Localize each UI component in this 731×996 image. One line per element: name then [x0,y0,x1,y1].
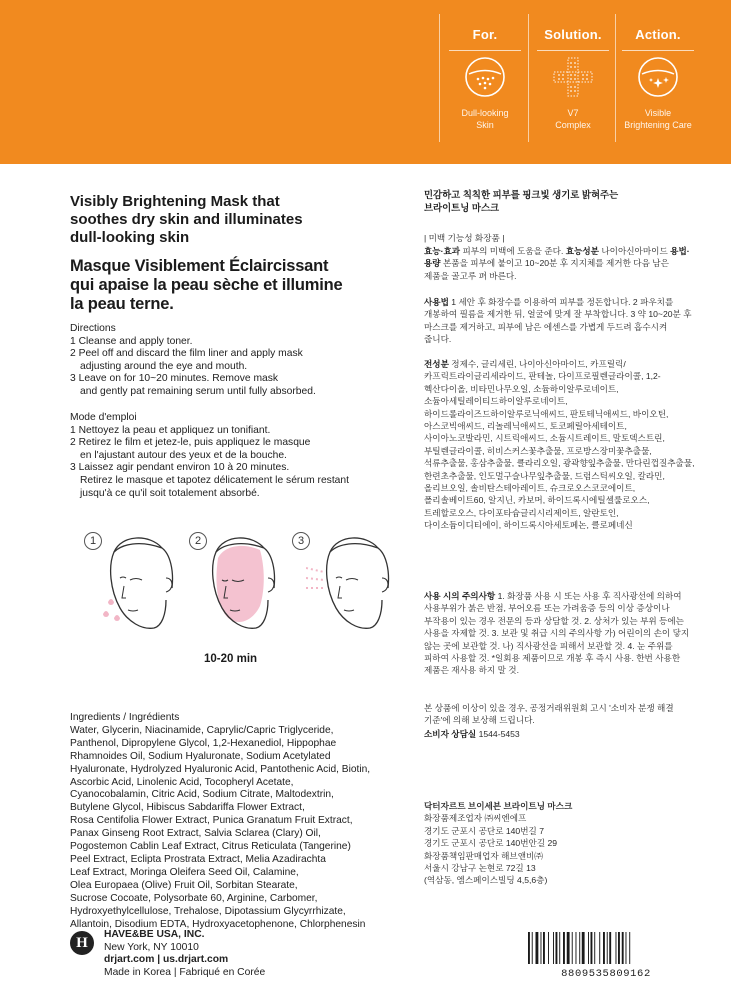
product-info [424,800,696,887]
face-cleanse-illustration [100,530,180,640]
ingredients-line: Rosa Centifolia Flower Extract, Punica Granatum Fruit Extract, [70,815,353,827]
caption-line: V7 [567,108,579,118]
usage-label: 사용법 [424,297,449,307]
category-label: | 미백 기능성 화장품 | [424,233,505,243]
direction-line: adjusting around the eye and mouth. [80,360,248,372]
caution-label: 사용 시의 주의사항 [424,591,496,601]
face-sparkle-icon [636,55,680,99]
pillar-title: For. [472,27,498,42]
ingredient-label: 효능성분 [565,246,599,256]
header-divider [528,14,529,142]
mode-emploi-section [70,412,410,500]
pillar-caption [443,107,527,131]
mode-line: jusqu'à ce qu'il soit totalement absorbé. [80,487,260,499]
ingredients-heading: Ingredients / Ingrédients [70,712,180,723]
title-line: 민감하고 칙칙한 피부를 핑크빛 생기로 밝혀주는 [424,189,619,200]
company-name: HAVE&BE USA, INC. [104,929,205,940]
website-links: drjart.com | us.drjart.com [104,954,229,966]
compensation-note: 본 상품에 이상이 있을 경우, 공정거래위원회 고시 '소비자 분쟁 해결 기준'에 의해 보상해 드립니다. [424,703,674,726]
barcode-bar [579,932,580,964]
ingredients-line: Hyaluronate, Hydrolyzed Hyaluronic Acid, Pantothenic Acid, Biotin, [70,763,371,775]
company-address: New York, NY 10010 [104,941,199,953]
info-line: 경기도 군포시 공단로 140번길 7 [424,825,544,836]
mode-line: en l'ajustant autour des yeux et de la bouche. [80,449,287,461]
dosage-text: 본품을 피부에 붙이고 10~20분 후 지지체를 제거한 다음 남은 제품을 골고루 펴 바른다. [424,258,669,281]
cross-dotted-icon [551,55,595,99]
efficacy-text: 피부의 미백에 도움을 준다. [460,246,566,256]
ingredients-line: Butylene Glycol, Hibiscus Sabdariffa Flower Extract, [70,802,305,814]
caution-text: 1. 화장품 사용 시 또는 사용 후 직사광선에 의하여 사용부위가 붉은 반점, 부어오름 또는 가려움증 등의 이상 증상이나 부작용이 있는 경우 전문의 등과 상담할 것. 2. 상처가 있는 부위 등에는 사용을 자제할 것. 3. 보관 및 취급 시의 주의사항 가) 어린이의 손이 닿지 않는 곳에 보관할 것. 나) 직사광선을 피해서 보관할 것. 4. 눈 주위를 피하여 사용할 것. *일회용 제품이므로 개봉 후 즉시 사용. 한번 사용한 제품은 재사용 하지 말 것. [424,591,690,676]
header-divider [439,14,440,142]
time-label: 10-20 min [204,653,258,665]
step-number: 1 [84,532,102,550]
step-illustrations [70,528,410,658]
info-line: 서울시 강남구 논현로 72길 13 [424,863,536,874]
mode-line: 1 Nettoyez la peau et appliquez un tonifiant. [70,424,271,436]
title-line: 브라이트닝 마스크 [424,202,500,213]
ingredients-line: Sucrose Cocoate, Polysorbate 60, Arginine, Carbomer, [70,892,318,904]
title-line: Masque Visiblement Éclaircissant [70,257,329,275]
pillar-title: Solution. [544,27,602,42]
pillar-for [443,0,527,150]
mode-line: 2 Retirez le film et jetez-le, puis appliquez le masque [70,437,311,449]
barcode-bar [588,932,589,964]
ingredients-line: Ascorbic Acid, Linolenic Acid, Tocopheryl Acetate, [70,776,294,788]
ingredients-line: Water, Glycerin, Niacinamide, Caprylic/Capric Triglyceride, [70,724,334,736]
face-pat-illustration [306,530,396,640]
ingredients-line: Panthenol, Dipropylene Glycol, 1,2-Hexanediol, Hippophae [70,737,337,749]
pillar-rule [537,50,609,51]
ingredients-line: Panax Ginseng Root Extract, Salvia Sclarea (Clary) Oil, [70,828,321,840]
barcode-bar [618,932,620,964]
step-number: 2 [189,532,207,550]
barcode-bar [622,932,624,964]
info-line: 화장품책임판매업자 해브앤비㈜ [424,850,543,861]
pillar-caption [531,107,615,131]
korean-title [424,188,696,214]
barcode-bar [629,932,630,964]
efficacy-label: 효능·효과 [424,246,461,256]
barcode-bar [567,932,570,964]
caption-line: Brightening Care [624,120,692,130]
barcode-bar [609,932,611,964]
french-title [70,257,390,314]
barcode-bar [528,932,530,964]
direction-line: 3 Leave on for 10~20 minutes. Remove mask [70,373,279,385]
barcode-bar [582,932,585,964]
barcode-bar [553,932,554,964]
ingredients-line: Olea Europaea (Olive) Fruit Oil, Sorbitan Stearate, [70,879,298,891]
title-line: la peau terne. [70,295,174,313]
korean-ingredients-label: 전성분 [424,359,449,369]
consumer-phone: 1544-5453 [476,729,520,739]
direction-line: 2 Peel off and discard the film liner and apply mask [70,348,303,360]
barcode-bar [626,932,627,964]
barcode-bar [541,932,542,964]
directions-heading: Directions [70,323,116,334]
ingredients-line: Allantoin, Disodium EDTA, Hydroxyacetophenone, Chlorphenesin [70,918,366,930]
barcode-number: 8809535809162 [561,968,651,980]
korean-ingredients-text: 정제수, 글리세린, 나이아신아마이드, 카프릴릭/카프릭트라이글리세라이드, 판테놀, 다이프로필렌글라이콜, 1,2-헥산다이올, 비타민나무오일, 소듐하이알루로네이트, 소듐아세틸레이티드하이알루로네이트, 하이드롤라이즈드하이알루로닉애씨드, 판토테닉애씨드, 바이오틴, 아스코빅애씨드, 리놀레닉애씨드, 토코페릴아세테이트, 사이아노코발라민, 시트릭애씨드, 소듐시트레이트, 말토덱스트린, 부틸렌글라이콜, 히비스커스꽃추출물, 프로방스장미꽃추출물, 석류추출물, 홍삼추출물, 클라리오일, 광곽향잎추출물, 만다린껍질추출물, 한련초추출물, 인도멀구슬나무잎추출물, 드럼스틱씨오일, 칼라민, 올리브오일, 솔비탄스테아레이트, 슈크로오스코코에이트, 폴리솔베이트60, 알지닌, 카보머, 하이드록시에틸셀룰로오스, 트레할로오스, 다이포타슘글리시리제이트, 알란토인, 다이소듐이디티에이, 하이드록시아세토페논, 클로페네신 [424,359,695,531]
info-line: 경기도 군포시 공단로 140번안길 29 [424,838,558,849]
header-banner [0,0,731,164]
ingredients-line: Pogostemon Cablin Leaf Extract, Citrus Reticulata (Tangerine) [70,841,351,853]
step-number: 3 [292,532,310,550]
barcode-bar [556,932,558,964]
barcode-bar [594,932,595,964]
pillar-title: Action. [635,27,681,42]
barcode-bar [548,932,549,964]
dosage-label: 용법·용량 [424,246,690,269]
company-info [104,929,265,980]
barcode-bar [599,932,600,964]
barcode-bar [532,932,533,964]
direction-line: and gently pat remaining serum until fully absorbed. [80,385,316,397]
barcode-bar [563,932,565,964]
pillar-solution [531,0,615,150]
direction-line: 1 Cleanse and apply toner. [70,335,193,347]
mode-line: 3 Laissez agir pendant environ 10 à 20 minutes. [70,462,290,474]
caution-section [424,590,696,677]
directions-section [70,323,410,399]
barcode-bar [616,932,617,964]
ingredients-section [70,712,410,931]
barcode-bar [591,932,593,964]
pillar-rule [449,50,521,51]
face-mask-illustration [202,530,282,640]
english-title [70,193,370,247]
caption-line: Dull-looking [461,108,509,118]
pillar-rule [622,50,694,51]
consumer-label: 소비자 상담실 [424,729,477,739]
origin-label: Made in Korea | Fabriqué en Corée [104,967,266,979]
pillar-caption [616,107,700,131]
ingredient-text: 나이아신아마이드 [598,246,671,256]
barcode-bar [536,932,539,964]
barcode-bar [607,932,608,964]
ingredients-line: Peel Extract, Eclipta Prostrata Extract, Melia Azadirachta [70,853,326,865]
ingredients-line: Hydroxyethylcellulose, Trehalose, Dipotassium Glycyrrhizate, [70,905,346,917]
usage-section [424,296,696,346]
product-name: 닥터자르트 브이세븐 브라이트닝 마스크 [424,801,573,811]
barcode-bar [603,932,605,964]
barcode-bar [576,932,577,964]
ingredients-line: Cyanocobalamin, Citric Acid, Sodium Citrate, Maltodextrin, [70,789,334,801]
title-line: soothes dry skin and illuminates [70,211,303,228]
face-dots-icon [463,55,507,99]
info-line: 화장품제조업자 ㈜씨엔에프 [424,813,527,824]
pillar-action [616,0,700,150]
ingredients-line: Rhamnoides Oil, Sodium Hyaluronate, Sodium Acetylated [70,750,331,762]
title-line: qui apaise la peau sèche et illumine [70,276,343,294]
caption-line: Visible [644,108,672,118]
title-line: dull-looking skin [70,229,190,246]
caption-line: Complex [555,120,591,130]
consumer-center [424,728,696,740]
title-line: Visibly Brightening Mask that [70,193,280,210]
caption-line: Skin [476,120,494,130]
mode-heading: Mode d'emploi [70,412,137,423]
korean-ingredients-section [424,358,696,532]
info-line: (역삼동, 엠스페이스빌딩 4,5,6층) [424,875,548,886]
barcode-icon [528,932,682,964]
ingredients-line: Leaf Extract, Moringa Oleifera Seed Oil, Calamine, [70,866,299,878]
barcode-bar [543,932,545,964]
mode-line: Retirez le masque et tapotez délicatement le sérum restant [80,474,349,486]
barcode-bar [559,932,560,964]
efficacy-section [424,245,696,282]
haveandbe-logo: H [70,931,94,955]
barcode-bar [572,932,573,964]
usage-text: 1 세안 후 화장수를 이용하여 피부를 정돈합니다. 2 파우치를 개봉하여 필름을 제거한 뒤, 얼굴에 맞게 잘 부착합니다. 3 약 10~20분 후 마스크를 제거하고, 피부에 남은 에센스를 가볍게 두드려 흡수시켜 줍니다. [424,297,692,345]
